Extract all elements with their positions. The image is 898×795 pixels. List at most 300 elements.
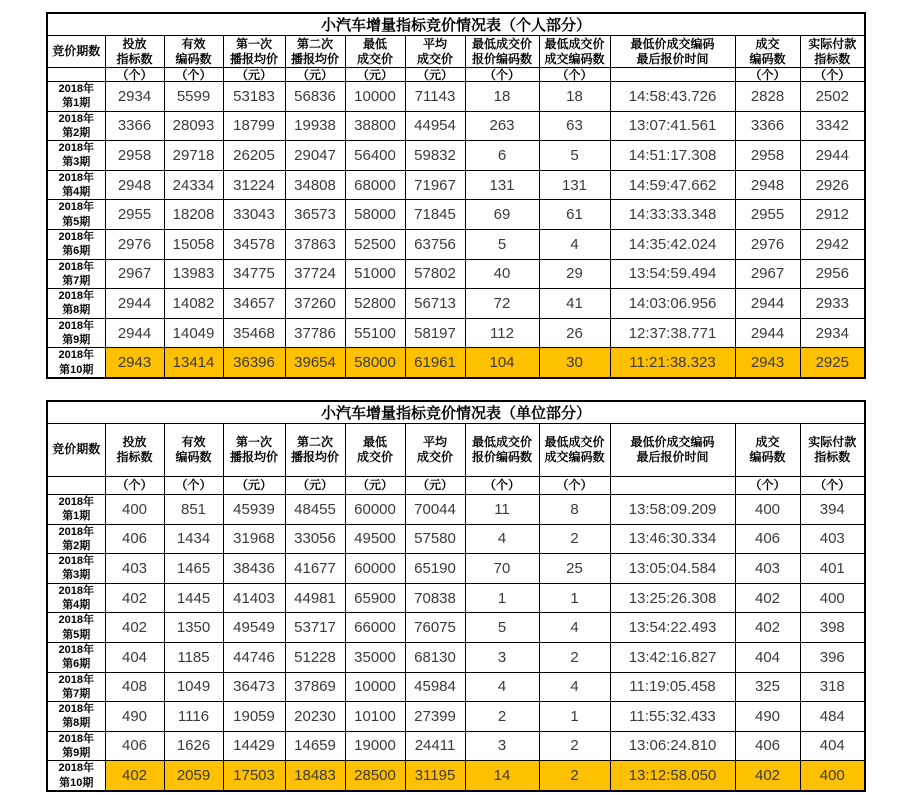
value-cell: 400 — [735, 494, 800, 524]
value-cell: 484 — [800, 702, 865, 732]
value-cell: 63756 — [405, 229, 465, 259]
period-line: 2018年 — [58, 762, 94, 775]
period-line: 2018年 — [58, 201, 94, 214]
value-cell: 2958 — [105, 141, 164, 171]
column-header-line: 第二次 — [296, 36, 333, 51]
column-header-line: 平均 — [422, 434, 447, 449]
table-row — [47, 554, 865, 584]
value-cell: 14049 — [164, 318, 223, 348]
value-cell: 112 — [465, 318, 539, 348]
value-cell: 68130 — [405, 642, 465, 672]
column-header-line: 实际付款 — [808, 36, 857, 51]
period-line: 第6期 — [62, 245, 91, 258]
period-line: 第2期 — [62, 126, 91, 139]
value-cell: 55100 — [345, 318, 405, 348]
period-line: 2018年 — [58, 643, 94, 656]
value-cell: 59832 — [405, 141, 465, 171]
period-cell — [47, 229, 105, 259]
period-line: 2018年 — [58, 349, 94, 362]
column-header-cell — [800, 36, 865, 68]
value-cell: 404 — [800, 731, 865, 761]
period-line: 第1期 — [62, 97, 91, 110]
period-line: 第9期 — [62, 334, 91, 347]
value-cell: 402 — [735, 613, 800, 643]
unit-cell: （个） — [735, 476, 800, 494]
column-header-line: 第一次 — [235, 434, 272, 449]
value-cell: 71967 — [405, 170, 465, 200]
value-cell: 36473 — [223, 672, 285, 702]
column-header-line: 第二次 — [296, 434, 333, 449]
unit-cell: （元） — [285, 476, 345, 494]
period-line: 2018年 — [58, 83, 94, 95]
period-line: 2018年 — [58, 260, 94, 273]
column-header-line: 报价编码数 — [471, 449, 532, 464]
value-cell: 2948 — [105, 170, 164, 200]
column-header-line: 播报均价 — [229, 51, 278, 66]
table-row — [47, 141, 865, 171]
value-cell: 13:06:24.810 — [610, 731, 735, 761]
value-cell: 14429 — [223, 731, 285, 761]
column-header-line: 最后报价时间 — [636, 51, 709, 66]
period-cell — [47, 170, 105, 200]
column-header-line: 播报均价 — [290, 449, 339, 464]
value-cell: 406 — [105, 524, 164, 554]
value-cell: 45939 — [223, 494, 285, 524]
value-cell: 325 — [735, 672, 800, 702]
unit-cell: （个） — [105, 476, 164, 494]
column-header-line: 最后报价时间 — [636, 449, 709, 464]
column-header-cell — [539, 423, 610, 476]
value-cell: 61961 — [405, 348, 465, 378]
value-cell: 13:12:58.050 — [610, 761, 735, 791]
column-header-line: 第一次 — [235, 36, 272, 51]
value-cell: 490 — [735, 702, 800, 732]
value-cell: 4 — [539, 229, 610, 259]
table-row — [47, 200, 865, 230]
value-cell: 2933 — [800, 289, 865, 319]
column-header-line: 有效 — [181, 434, 206, 449]
value-cell: 4 — [539, 613, 610, 643]
column-header-line: 成交价 — [416, 449, 453, 464]
value-cell: 5 — [465, 229, 539, 259]
value-cell: 402 — [105, 761, 164, 791]
value-cell: 26 — [539, 318, 610, 348]
value-cell: 68000 — [345, 170, 405, 200]
value-cell: 2 — [539, 761, 610, 791]
value-cell: 35468 — [223, 318, 285, 348]
value-cell: 27399 — [405, 702, 465, 732]
column-header-line: 播报均价 — [229, 449, 278, 464]
column-header-line: 成交价 — [356, 51, 393, 66]
value-cell: 34578 — [223, 229, 285, 259]
table-row — [47, 702, 865, 732]
column-header-line: 平均 — [422, 36, 447, 51]
value-cell: 2 — [539, 642, 610, 672]
value-cell: 13:42:16.827 — [610, 642, 735, 672]
period-line: 第7期 — [62, 274, 91, 287]
value-cell: 1 — [539, 583, 610, 613]
value-cell: 13:25:26.308 — [610, 583, 735, 613]
value-cell: 2948 — [735, 170, 800, 200]
value-cell: 19938 — [285, 111, 345, 141]
value-cell: 2944 — [800, 141, 865, 171]
value-cell: 2967 — [105, 259, 164, 289]
value-cell: 13:54:22.493 — [610, 613, 735, 643]
value-cell: 44981 — [285, 583, 345, 613]
column-header-line: 投放 — [122, 36, 147, 51]
column-header-line: 最低成交价 — [471, 36, 532, 51]
period-line: 第4期 — [62, 186, 91, 199]
value-cell: 38436 — [223, 554, 285, 584]
value-cell: 5 — [465, 613, 539, 643]
period-line: 第3期 — [62, 156, 91, 169]
value-cell: 400 — [800, 761, 865, 791]
value-cell: 72 — [465, 289, 539, 319]
value-cell: 851 — [164, 494, 223, 524]
value-cell: 11:19:05.458 — [610, 672, 735, 702]
value-cell: 34808 — [285, 170, 345, 200]
value-cell: 44746 — [223, 642, 285, 672]
unit-cell: （个） — [800, 68, 865, 82]
table-row — [47, 82, 865, 112]
value-cell: 10000 — [345, 672, 405, 702]
value-cell: 29 — [539, 259, 610, 289]
value-cell: 57802 — [405, 259, 465, 289]
value-cell: 39654 — [285, 348, 345, 378]
column-header-line: 最低成交价 — [544, 434, 605, 449]
table-row — [47, 761, 865, 791]
value-cell: 51000 — [345, 259, 405, 289]
value-cell: 406 — [105, 731, 164, 761]
period-line: 2018年 — [58, 495, 94, 508]
value-cell: 402 — [735, 583, 800, 613]
period-cell — [47, 141, 105, 171]
value-cell: 318 — [800, 672, 865, 702]
column-header-line: 成交价 — [416, 51, 453, 66]
value-cell: 2944 — [105, 318, 164, 348]
value-cell: 65900 — [345, 583, 405, 613]
value-cell: 3342 — [800, 111, 865, 141]
period-line: 2018年 — [58, 290, 94, 303]
value-cell: 2942 — [800, 229, 865, 259]
period-cell — [47, 348, 105, 378]
period-line: 2018年 — [58, 319, 94, 332]
unit-cell: （个） — [164, 476, 223, 494]
column-header-line: 成交价 — [356, 449, 393, 464]
unit-cell: （元） — [345, 476, 405, 494]
table-title: 小汽车增量指标竞价情况表（个人部分） — [47, 13, 865, 36]
value-cell: 2059 — [164, 761, 223, 791]
value-cell: 2944 — [735, 318, 800, 348]
table-row — [47, 613, 865, 643]
table-row — [47, 318, 865, 348]
value-cell: 60000 — [345, 554, 405, 584]
value-cell: 14:59:47.662 — [610, 170, 735, 200]
unit-row — [47, 68, 865, 82]
column-header-cell — [285, 36, 345, 68]
value-cell: 31195 — [405, 761, 465, 791]
value-cell: 4 — [539, 672, 610, 702]
value-cell: 1 — [465, 583, 539, 613]
period-line: 第5期 — [62, 628, 91, 641]
value-cell: 13414 — [164, 348, 223, 378]
unit-cell: （个） — [164, 68, 223, 82]
value-cell: 2 — [465, 702, 539, 732]
unit-cell — [47, 476, 105, 494]
value-cell: 404 — [735, 642, 800, 672]
value-cell: 65190 — [405, 554, 465, 584]
value-cell: 70838 — [405, 583, 465, 613]
period-line: 2018年 — [58, 614, 94, 627]
unit-cell: （元） — [285, 68, 345, 82]
value-cell: 14082 — [164, 289, 223, 319]
period-line: 第10期 — [59, 776, 94, 789]
value-cell: 41403 — [223, 583, 285, 613]
column-header-cell — [223, 423, 285, 476]
value-cell: 400 — [105, 494, 164, 524]
unit-cell: （元） — [223, 68, 285, 82]
value-cell: 18208 — [164, 200, 223, 230]
value-cell: 6 — [465, 141, 539, 171]
unit-auction-table-section — [46, 400, 866, 792]
column-header-cell — [345, 423, 405, 476]
unit-cell: （个） — [465, 476, 539, 494]
column-header-cell — [285, 423, 345, 476]
period-line: 第8期 — [62, 304, 91, 317]
period-cell — [47, 613, 105, 643]
unit-cell: （个） — [105, 68, 164, 82]
value-cell: 53183 — [223, 82, 285, 112]
value-cell: 28093 — [164, 111, 223, 141]
column-header-cell — [164, 36, 223, 68]
table-row — [47, 229, 865, 259]
unit-cell: （个） — [539, 68, 610, 82]
table-row — [47, 494, 865, 524]
value-cell: 14:33:33.348 — [610, 200, 735, 230]
value-cell: 2925 — [800, 348, 865, 378]
value-cell: 41 — [539, 289, 610, 319]
value-cell: 402 — [105, 583, 164, 613]
unit-cell: （个） — [735, 68, 800, 82]
period-line: 第1期 — [62, 510, 91, 523]
value-cell: 2955 — [105, 200, 164, 230]
value-cell: 56713 — [405, 289, 465, 319]
value-cell: 41677 — [285, 554, 345, 584]
column-header-line: 成交编码数 — [544, 449, 605, 464]
column-header-line: 指标数 — [814, 449, 851, 464]
column-header-line: 竞价期数 — [52, 442, 101, 457]
table-row — [47, 259, 865, 289]
value-cell: 3 — [465, 642, 539, 672]
value-cell: 1185 — [164, 642, 223, 672]
value-cell: 403 — [800, 524, 865, 554]
value-cell: 36573 — [285, 200, 345, 230]
value-cell: 45984 — [405, 672, 465, 702]
unit-cell: （元） — [405, 476, 465, 494]
value-cell: 37260 — [285, 289, 345, 319]
period-cell — [47, 672, 105, 702]
period-line: 第9期 — [62, 746, 91, 759]
value-cell: 40 — [465, 259, 539, 289]
value-cell: 34775 — [223, 259, 285, 289]
value-cell: 24334 — [164, 170, 223, 200]
column-header-cell — [735, 423, 800, 476]
value-cell: 60000 — [345, 494, 405, 524]
value-cell: 14:03:06.956 — [610, 289, 735, 319]
value-cell: 2934 — [105, 82, 164, 112]
unit-cell: （元） — [345, 68, 405, 82]
value-cell: 394 — [800, 494, 865, 524]
column-header-cell — [610, 36, 735, 68]
value-cell: 11:55:32.433 — [610, 702, 735, 732]
table-gap — [46, 379, 866, 400]
value-cell: 2 — [539, 731, 610, 761]
value-cell: 18799 — [223, 111, 285, 141]
table-row — [47, 348, 865, 378]
period-line: 2018年 — [58, 525, 94, 538]
value-cell: 53717 — [285, 613, 345, 643]
column-header-line: 最低 — [362, 36, 387, 51]
column-header-cell — [105, 423, 164, 476]
value-cell: 20230 — [285, 702, 345, 732]
value-cell: 1116 — [164, 702, 223, 732]
unit-cell: （元） — [405, 68, 465, 82]
value-cell: 2955 — [735, 200, 800, 230]
value-cell: 71143 — [405, 82, 465, 112]
column-header-line: 投放 — [122, 434, 147, 449]
value-cell: 2944 — [735, 289, 800, 319]
value-cell: 48455 — [285, 494, 345, 524]
period-line: 第10期 — [59, 363, 94, 376]
value-cell: 4 — [465, 524, 539, 554]
value-cell: 2926 — [800, 170, 865, 200]
column-header-cell — [47, 36, 105, 68]
value-cell: 38800 — [345, 111, 405, 141]
value-cell: 10100 — [345, 702, 405, 732]
value-cell: 18483 — [285, 761, 345, 791]
value-cell: 1626 — [164, 731, 223, 761]
value-cell: 70044 — [405, 494, 465, 524]
value-cell: 31968 — [223, 524, 285, 554]
value-cell: 11:21:38.323 — [610, 348, 735, 378]
column-header-line: 最低 — [362, 434, 387, 449]
value-cell: 18 — [539, 82, 610, 112]
value-cell: 1350 — [164, 613, 223, 643]
value-cell: 66000 — [345, 613, 405, 643]
value-cell: 31224 — [223, 170, 285, 200]
table-row — [47, 111, 865, 141]
value-cell: 51228 — [285, 642, 345, 672]
value-cell: 49500 — [345, 524, 405, 554]
value-cell: 402 — [105, 613, 164, 643]
value-cell: 14:58:43.726 — [610, 82, 735, 112]
column-header-cell — [465, 36, 539, 68]
value-cell: 14:51:17.308 — [610, 141, 735, 171]
value-cell: 33043 — [223, 200, 285, 230]
value-cell: 13983 — [164, 259, 223, 289]
value-cell: 37863 — [285, 229, 345, 259]
value-cell: 13:05:04.584 — [610, 554, 735, 584]
period-line: 2018年 — [58, 112, 94, 125]
period-cell — [47, 761, 105, 791]
column-header-line: 播报均价 — [290, 51, 339, 66]
period-line: 第7期 — [62, 687, 91, 700]
value-cell: 14659 — [285, 731, 345, 761]
value-cell: 2944 — [105, 289, 164, 319]
value-cell: 37869 — [285, 672, 345, 702]
value-cell: 398 — [800, 613, 865, 643]
period-line: 第2期 — [62, 539, 91, 552]
value-cell: 2958 — [735, 141, 800, 171]
value-cell: 13:58:09.209 — [610, 494, 735, 524]
column-header-cell — [345, 36, 405, 68]
column-header-cell — [105, 36, 164, 68]
unit-cell — [47, 68, 105, 82]
column-header-cell — [465, 423, 539, 476]
period-line: 2018年 — [58, 171, 94, 184]
period-line: 2018年 — [58, 673, 94, 686]
value-cell: 1465 — [164, 554, 223, 584]
period-cell — [47, 111, 105, 141]
value-cell: 2828 — [735, 82, 800, 112]
value-cell: 61 — [539, 200, 610, 230]
value-cell: 56836 — [285, 82, 345, 112]
column-header-line: 成交 — [755, 434, 780, 449]
value-cell: 408 — [105, 672, 164, 702]
table-row — [47, 583, 865, 613]
period-line: 2018年 — [58, 584, 94, 597]
value-cell: 3366 — [105, 111, 164, 141]
column-header-cell — [164, 423, 223, 476]
column-header-line: 成交 — [755, 36, 780, 51]
column-header-cell — [539, 36, 610, 68]
value-cell: 14:35:42.024 — [610, 229, 735, 259]
value-cell: 44954 — [405, 111, 465, 141]
column-header-line: 指标数 — [116, 51, 153, 66]
period-cell — [47, 731, 105, 761]
value-cell: 3 — [465, 731, 539, 761]
value-cell: 400 — [800, 583, 865, 613]
value-cell: 28500 — [345, 761, 405, 791]
value-cell: 403 — [105, 554, 164, 584]
period-cell — [47, 200, 105, 230]
value-cell: 2976 — [105, 229, 164, 259]
period-line: 第8期 — [62, 717, 91, 730]
value-cell: 1 — [539, 702, 610, 732]
table-title: 小汽车增量指标竞价情况表（单位部分） — [47, 401, 865, 424]
unit-cell: （个） — [800, 476, 865, 494]
value-cell: 104 — [465, 348, 539, 378]
value-cell: 1049 — [164, 672, 223, 702]
value-cell: 34657 — [223, 289, 285, 319]
value-cell: 71845 — [405, 200, 465, 230]
value-cell: 18 — [465, 82, 539, 112]
unit-cell: （个） — [539, 476, 610, 494]
value-cell: 8 — [539, 494, 610, 524]
period-line: 2018年 — [58, 555, 94, 568]
value-cell: 404 — [105, 642, 164, 672]
value-cell: 2943 — [105, 348, 164, 378]
value-cell: 4 — [465, 672, 539, 702]
value-cell: 403 — [735, 554, 800, 584]
value-cell: 2956 — [800, 259, 865, 289]
value-cell: 2943 — [735, 348, 800, 378]
value-cell: 76075 — [405, 613, 465, 643]
value-cell: 36396 — [223, 348, 285, 378]
column-header-line: 编码数 — [749, 51, 786, 66]
period-line: 2018年 — [58, 230, 94, 243]
unit-cell — [610, 68, 735, 82]
